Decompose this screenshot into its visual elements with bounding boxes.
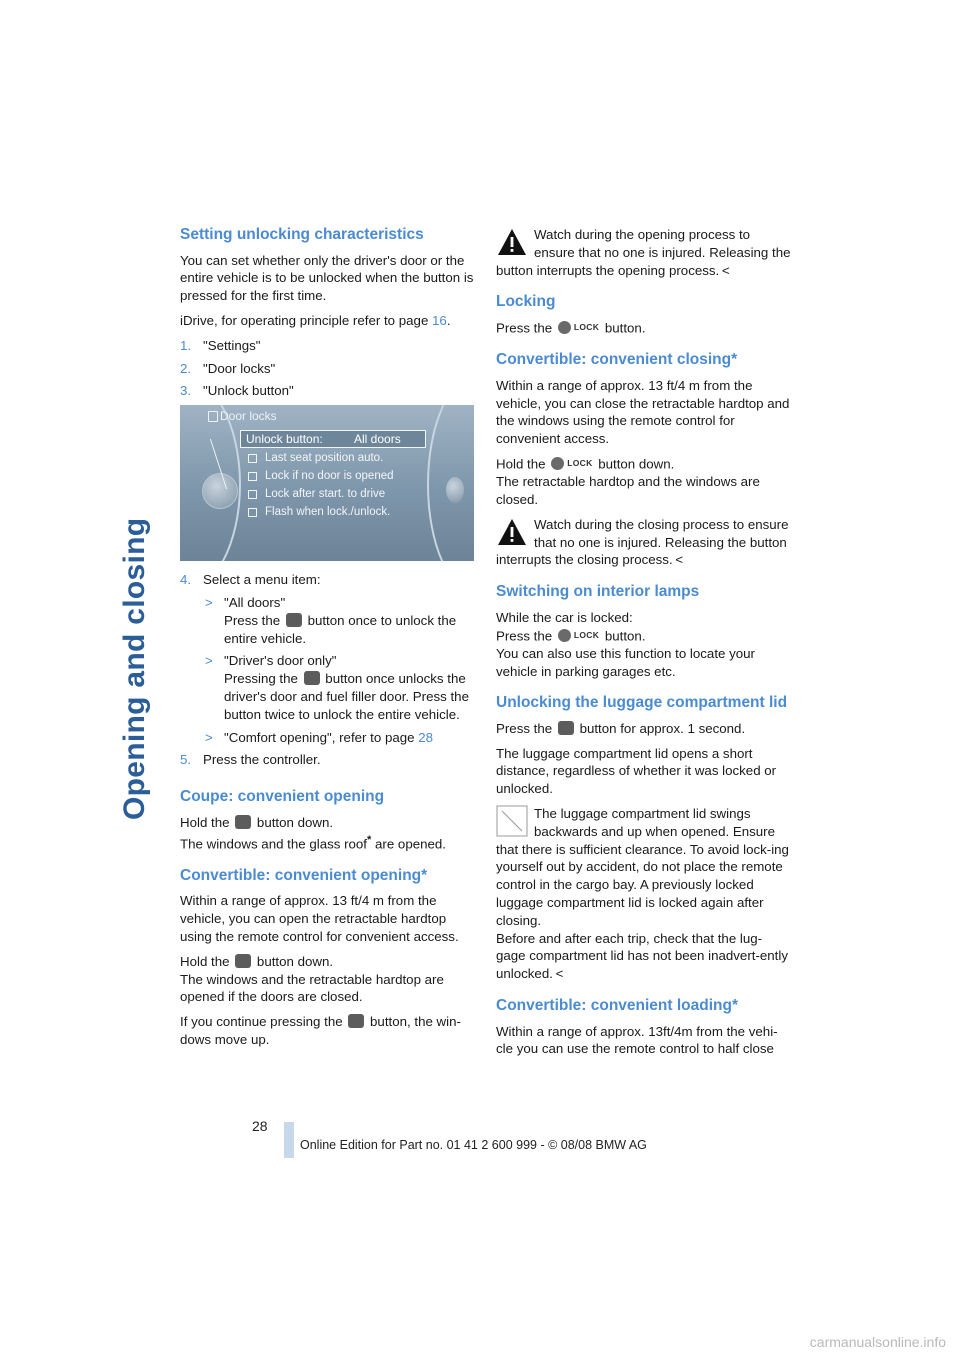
lock-label: LOCK bbox=[573, 629, 600, 640]
text-post: button. bbox=[601, 627, 646, 643]
trunk-button-icon bbox=[558, 721, 574, 735]
paragraph-convertible-range: Within a range of approx. 13 ft/4 m from the vehicle, you can open the retractable hardtop using the remote control for convenient access. bbox=[180, 893, 459, 944]
text-line: The retractable hardtop and the windows are closed. bbox=[496, 474, 760, 507]
lock-button-icon bbox=[558, 627, 599, 645]
step-number: 4. bbox=[180, 572, 192, 588]
paragraph-coupe-hold bbox=[180, 814, 474, 853]
step-number: 5. bbox=[180, 752, 192, 768]
heading-interior-lamps: Switching on interior lamps bbox=[496, 583, 700, 601]
step-text: Select a menu item: bbox=[203, 572, 321, 588]
lock-button-icon bbox=[558, 319, 599, 337]
step-number: 3. bbox=[180, 383, 192, 399]
idrive-ref-period: . bbox=[446, 312, 451, 328]
warning-triangle-icon bbox=[496, 516, 528, 548]
heading-locking: Locking bbox=[496, 293, 556, 311]
step-text: "Unlock button" bbox=[203, 383, 294, 399]
steps-list-cont bbox=[180, 571, 474, 769]
bullet-arrow: > bbox=[205, 653, 213, 669]
heading-setting-unlocking: Setting unlocking characteristics bbox=[180, 226, 424, 243]
step-item bbox=[180, 360, 474, 378]
idrive-screen-image bbox=[180, 405, 474, 561]
option-title: "All doors" bbox=[224, 594, 286, 610]
screen-hl-value: All doors bbox=[354, 432, 401, 447]
heading-convertible-opening: Convertible: convenient opening* bbox=[180, 866, 428, 884]
text-pre: Press the bbox=[496, 320, 556, 336]
step-text: Press the controller. bbox=[203, 752, 321, 768]
text-line: While the car is locked: bbox=[496, 609, 633, 625]
heading-convertible-closing: Convertible: convenient closing* bbox=[496, 351, 738, 369]
text-pre: Press the bbox=[496, 720, 556, 736]
option-text-post: button once to unlock the entire vehicle. bbox=[224, 612, 457, 646]
paragraph-continue-pressing bbox=[180, 1013, 474, 1049]
screen-menu-label: Flash when lock./unlock. bbox=[265, 506, 391, 519]
lock-label: LOCK bbox=[567, 457, 593, 468]
paragraph-luggage-opens: The luggage compartment lid opens a short distance, regardless of whether it was locked or unlocked. bbox=[496, 745, 777, 797]
paragraph-interior-lamps bbox=[496, 609, 791, 681]
unlock-button-icon bbox=[348, 1014, 364, 1028]
option-title: "Driver's door only" bbox=[224, 653, 337, 669]
option-text-pre: Pressing the bbox=[224, 671, 302, 687]
side-chapter-title bbox=[112, 230, 162, 820]
warning-text bbox=[496, 516, 791, 569]
warning-closing bbox=[496, 516, 791, 569]
unlock-button-icon bbox=[235, 815, 251, 829]
option-text-post: button once unlocks the driver's door and fuel filler door. Press the button twice to unlock the entire vehicle. bbox=[224, 671, 469, 722]
unlock-button-icon bbox=[286, 613, 302, 627]
note-luggage bbox=[496, 805, 791, 983]
unlock-button-icon bbox=[304, 671, 320, 685]
text-line: The windows and the retractable hardtop are opened if the doors are closed. bbox=[180, 971, 444, 1005]
warning-triangle-icon bbox=[496, 226, 528, 258]
watermark: carmanualsonline.info bbox=[809, 1334, 946, 1350]
note-text bbox=[496, 805, 791, 983]
screen-menu-row bbox=[248, 452, 383, 464]
paragraph-closing-range: Within a range of approx. 13 ft/4 m from the vehicle, you can close the retractable hardtop and the windows using the remote control for convenient access. bbox=[496, 377, 790, 447]
text-pre: Hold the bbox=[180, 953, 234, 969]
screen-highlighted-row bbox=[240, 430, 426, 448]
screen-menu-label: Last seat position auto. bbox=[265, 452, 384, 465]
option-all-doors bbox=[203, 594, 474, 647]
option-drivers-door bbox=[203, 652, 474, 723]
heading-convertible-loading: Convertible: convenient loading* bbox=[496, 997, 738, 1015]
screen-menu-label: Lock after start. to drive bbox=[265, 488, 386, 501]
unlock-button-icon bbox=[235, 954, 251, 968]
end-mark: < bbox=[721, 262, 730, 278]
step-item bbox=[180, 382, 474, 400]
asterisk-mark: * bbox=[367, 833, 372, 846]
controller-knob-right-icon bbox=[446, 477, 464, 503]
screen-hl-key: Unlock button: bbox=[246, 432, 323, 447]
end-mark: < bbox=[555, 966, 564, 982]
text-post: are opened. bbox=[371, 835, 446, 851]
options-list bbox=[203, 594, 474, 746]
warning-body: Watch during the closing process to ensure that no one is injured. Releasing the button interrupts the closing process. bbox=[496, 516, 789, 568]
screen-menu-row bbox=[248, 470, 394, 482]
screen-title: Door locks bbox=[220, 409, 277, 424]
step-text: "Settings" bbox=[203, 337, 261, 353]
paragraph-convertible-hold bbox=[180, 953, 474, 1006]
steps-list bbox=[180, 337, 474, 400]
footer-accent-bar bbox=[284, 1122, 294, 1158]
paragraph-idrive-ref bbox=[180, 312, 474, 330]
screen-menu-label: Lock if no door is opened bbox=[265, 470, 394, 483]
option-text-pre: "Comfort opening", refer to page bbox=[224, 729, 419, 745]
page-link-16[interactable]: 16 bbox=[432, 312, 447, 328]
footer-edition-text: Online Edition for Part no. 01 41 2 600 999 - © 08/08 BMW AG bbox=[300, 1138, 647, 1152]
step-number: 2. bbox=[180, 360, 192, 376]
step-item bbox=[180, 571, 474, 746]
text-post: button down. bbox=[594, 456, 675, 472]
warning-text bbox=[496, 226, 791, 279]
text-pre: Press the bbox=[496, 627, 556, 643]
end-mark: < bbox=[675, 552, 684, 568]
text-post: button down. bbox=[253, 814, 334, 830]
option-text-pre: Press the bbox=[224, 612, 284, 628]
note-body: The luggage compartment lid swings backwards and up when opened. Ensure that there is sufficient clearance. To avoid lock-ing yourself out by accident, do not place the remote control in the cargo bay. A previously locked luggage compartment lid is locked again after closing. bbox=[496, 806, 789, 928]
paragraph-closing-hold bbox=[496, 455, 791, 509]
heading-luggage-lid: Unlocking the luggage compartment lid bbox=[496, 694, 788, 712]
bullet-arrow: > bbox=[205, 594, 213, 610]
note-icon bbox=[496, 805, 528, 837]
page-link-28[interactable]: 28 bbox=[418, 729, 434, 745]
step-number: 1. bbox=[180, 337, 192, 353]
checkbox-icon bbox=[248, 508, 257, 517]
text-pre: Hold the bbox=[180, 814, 234, 830]
step-item bbox=[180, 751, 474, 769]
left-column bbox=[180, 226, 474, 1049]
text-pre: Hold the bbox=[496, 456, 550, 472]
paragraph-unlock-intro: You can set whether only the driver's door or the entire vehicle is to be unlocked when the button is pressed for the first time. bbox=[180, 252, 474, 304]
checkbox-icon bbox=[248, 454, 257, 463]
paragraph-locking bbox=[496, 319, 791, 337]
lock-button-icon bbox=[551, 455, 592, 473]
side-chapter-title-text: Opening and closing bbox=[118, 517, 151, 820]
text-line: You can also use this function to locate your vehicle in parking garages etc. bbox=[496, 645, 755, 679]
warning-body: Watch during the opening process to ensure that no one is injured. Releasing the button interrupts the opening process. bbox=[496, 227, 791, 278]
text-post: button for approx. 1 second. bbox=[575, 720, 746, 736]
text-post: button. bbox=[601, 320, 646, 336]
step-text: "Door locks" bbox=[203, 360, 276, 376]
text-post: button down. bbox=[253, 953, 334, 969]
page-number: 28 bbox=[252, 1118, 268, 1134]
option-comfort-opening bbox=[203, 729, 474, 747]
heading-coupe-opening: Coupe: convenient opening bbox=[180, 788, 385, 806]
step-item bbox=[180, 337, 474, 355]
paragraph-luggage-press bbox=[496, 720, 791, 738]
bullet-arrow: > bbox=[205, 729, 213, 745]
idrive-ref-text: iDrive, for operating principle refer to page bbox=[180, 312, 433, 328]
paragraph-loading: Within a range of approx. 13ft/4m from the vehi-cle you can use the remote control to half close bbox=[496, 1023, 778, 1057]
checkbox-icon bbox=[248, 490, 257, 499]
note-body-2: Before and after each trip, check that the lug-gage compartment lid has not been inadvert-ently unlocked. bbox=[496, 930, 788, 982]
screen-menu-row bbox=[248, 506, 390, 518]
warning-opening bbox=[496, 226, 791, 279]
text-pre: The windows and the glass roof bbox=[180, 835, 368, 851]
right-column bbox=[496, 226, 791, 1058]
text-post: button, the win-dows move up. bbox=[180, 1014, 461, 1047]
lock-label: LOCK bbox=[573, 321, 600, 332]
door-lock-icon bbox=[208, 411, 218, 422]
checkbox-icon bbox=[248, 472, 257, 481]
text-pre: If you continue pressing the bbox=[180, 1014, 347, 1030]
screen-menu-row bbox=[248, 488, 385, 500]
